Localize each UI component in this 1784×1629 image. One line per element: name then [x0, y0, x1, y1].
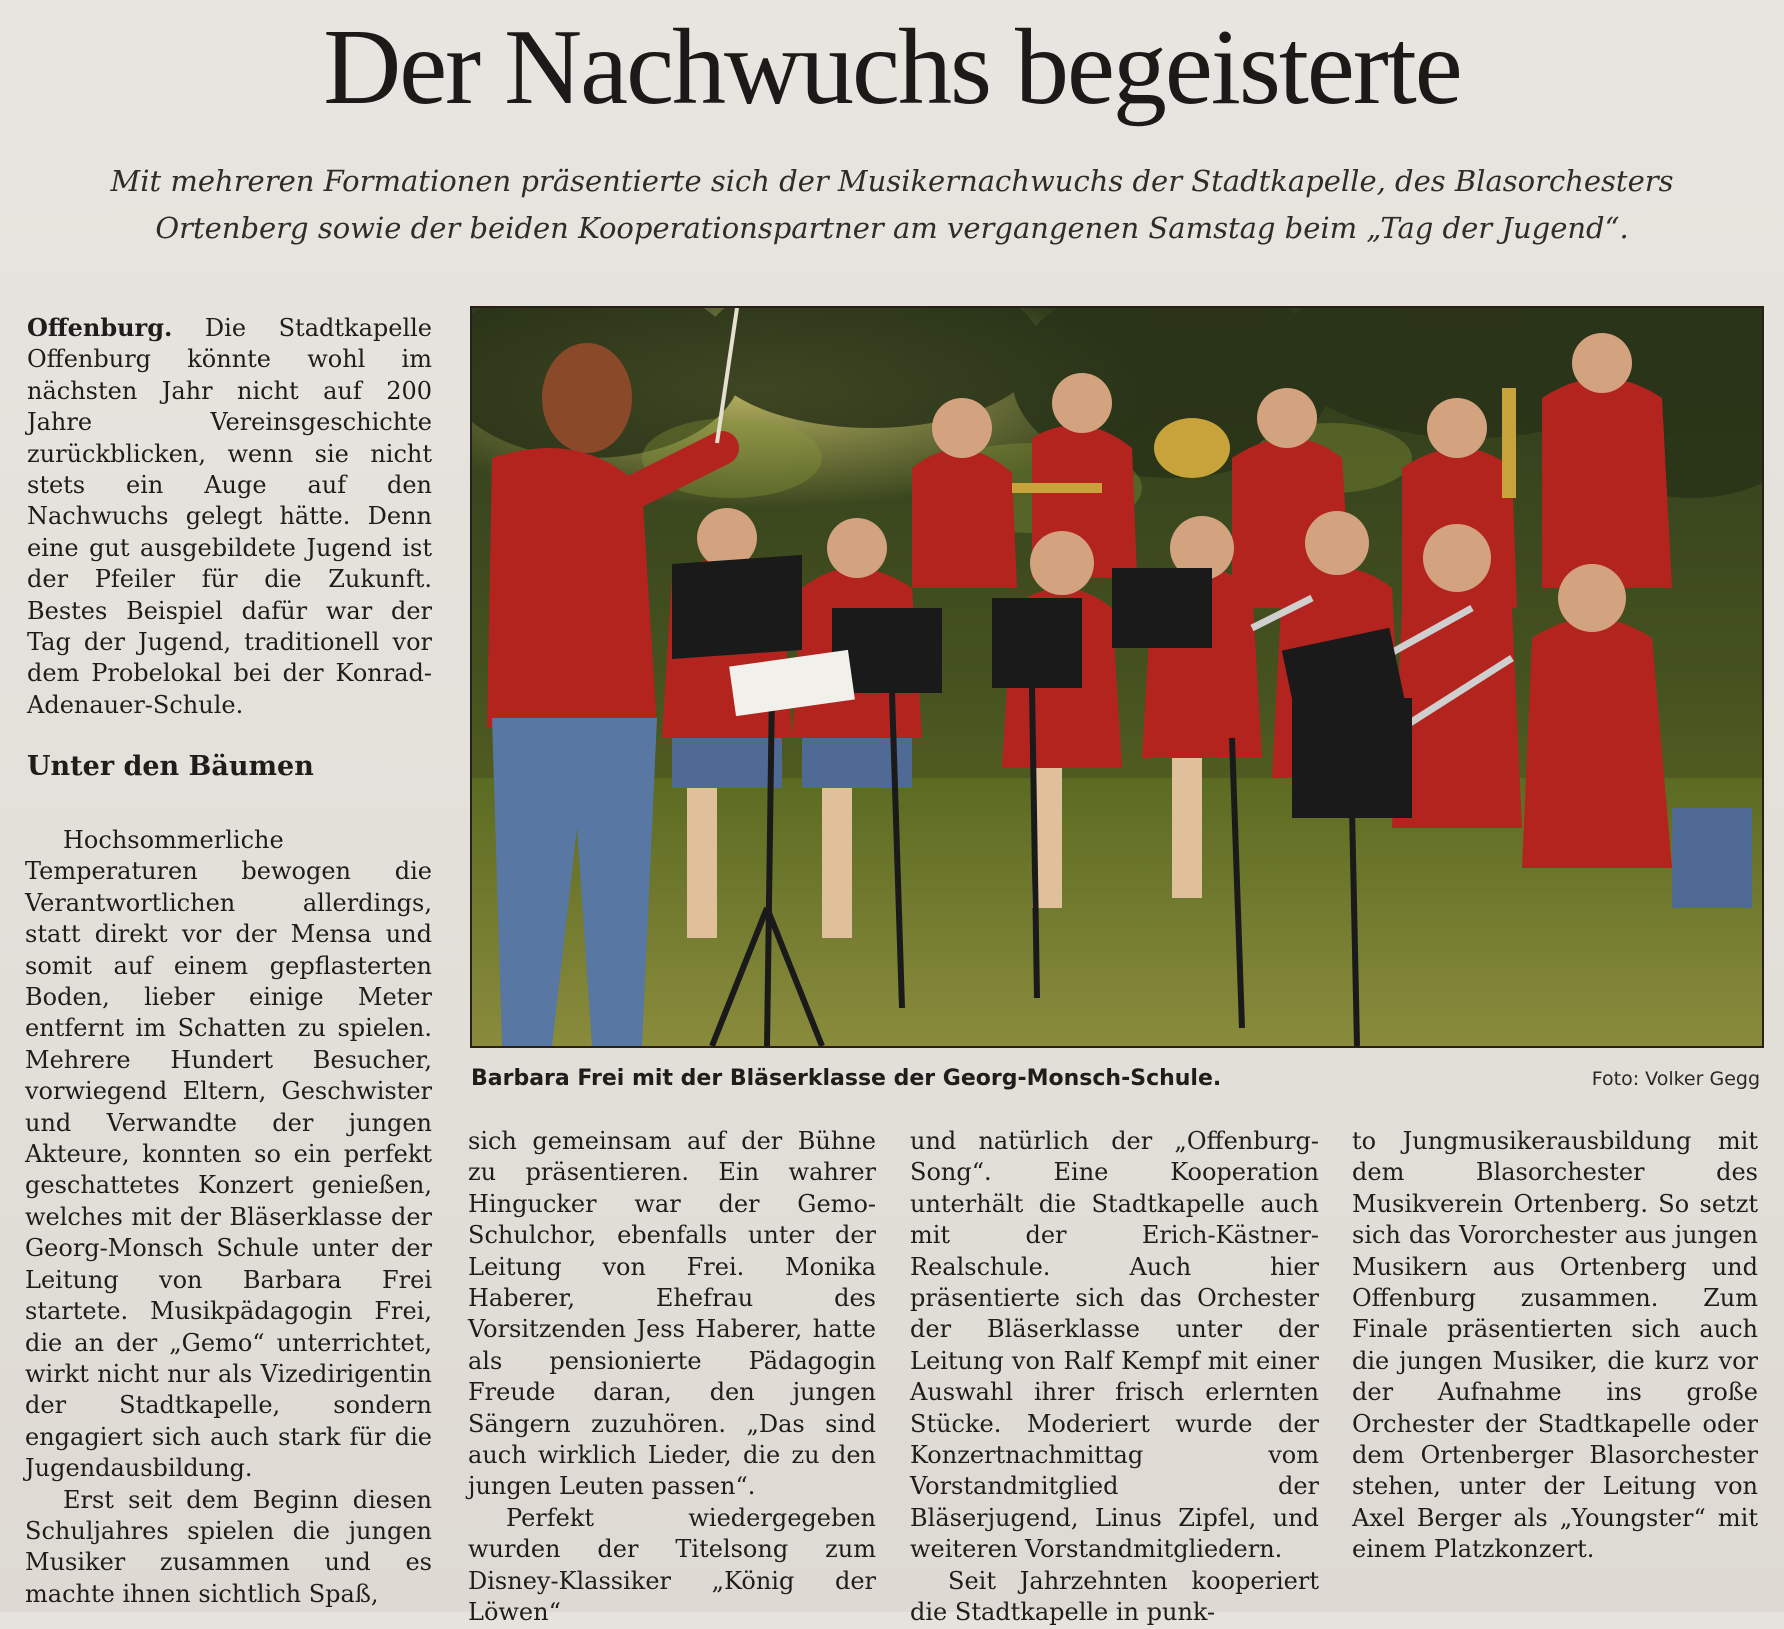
article-column-4	[1352, 1126, 1758, 1566]
article-column-2	[468, 1126, 876, 1629]
article-paragraph: Seit Jahrzehnten kooperiert die Stadtkapelle in punk-	[910, 1566, 1319, 1627]
article-headline: Der Nachwuchs begeisterte	[323, 8, 1461, 127]
article-intro-text: Die Stadtkapelle Offenburg könnte wohl im nächsten Jahr nicht auf 200 Jahre Vereinsgeschichte zurückblicken, wenn sie nicht stets ein Auge auf den Nachwuchs gelegt hätte. Denn eine gut ausgebildete Jugend ist der Pfeiler für die Zukunft. Bestes Beispiel dafür war der Tag der Jugend, traditionell vor dem Probelokal bei der Konrad-Adenauer-Schule.	[27, 314, 432, 719]
article-column-3	[910, 1126, 1319, 1629]
article-photo	[470, 306, 1764, 1048]
article-paragraph: Hochsommerliche Temperaturen bewogen die Verantwortlichen allerdings, statt direkt vor der Mensa und somit auf einem gepflasterten Boden, lieber einige Meter entfernt im Schatten zu spielen. Mehrere Hundert Besucher, vorwiegend Eltern, Geschwister und Verwandte der jungen Akteure, konnten so ein perfekt geschattetes Konzert genießen, welches mit der Bläserklasse der Georg-Monsch Schule unter der Leitung von Barbara Frei startete. Musikpädagogin Frei, die an der „Gemo“ unterrichtet, wirkt nicht nur als Vizedirigentin der Stadtkapelle, sondern engagiert sich auch stark für die Jugendausbildung.	[25, 826, 432, 1483]
article-paragraph: sich gemeinsam auf der Bühne zu präsentieren. Ein wahrer Hingucker war der Gemo-Schulchor, ebenfalls unter der Leitung von Frei. Monika Haberer, Ehefrau des Vorsitzenden Jess Haberer, hatte als pensionierte Pädagogin Freude daran, den jungen Sängern zuzuhören. „Das sind auch wirklich Lieder, die zu den jungen Leuten passen“.	[468, 1127, 876, 1501]
photo-caption: Barbara Frei mit der Bläserklasse der Georg-Monsch-Schule.	[471, 1066, 1222, 1091]
article-subheadline	[30, 158, 1754, 252]
article-paragraph: Perfekt wiedergegeben wurden der Titelsong zum Disney-Klassiker „König der Löwen“	[468, 1503, 876, 1627]
subheadline-line-2: Ortenberg sowie der beiden Kooperationspartner am vergangenen Samstag beim „Tag der Jugend“.	[155, 211, 1629, 245]
subheadline-line-1: Mit mehreren Formationen präsentierte sich der Musikernachwuchs der Stadtkapelle, des Blasorchesters	[110, 164, 1674, 198]
photo-band-concert	[472, 308, 1762, 1046]
article-paragraph: und natürlich der „Offenburg-Song“. Eine Kooperation unterhält die Stadtkapelle auch mit der Erich-Kästner-Realschule. Auch hier präsentierte sich das Orchester der Bläserklasse unter der Leitung von Ralf Kempf mit einer Auswahl ihrer frisch erlernten Stücke. Moderiert wurde der Konzertnachmittag vom Vorstandmitglied der Bläserjugend, Linus Zipfel, und weiteren Vorstandmitgliedern.	[910, 1127, 1319, 1564]
article-dateline: Offenburg.	[27, 313, 173, 342]
section-heading: Unter den Bäumen	[27, 751, 314, 782]
article-paragraph: to Jungmusikerausbildung mit dem Blasorchester des Musikverein Ortenberg. So setzt sich das Vororchester aus jungen Musikern aus Ortenberg und Offenburg zusammen. Zum Finale präsentierten sich auch die jungen Musiker, die kurz vor der Aufnahme ins große Orchester der Stadtkapelle oder dem Ortenberger Blasorchester stehen, unter der Leitung von Axel Berger als „Youngster“ mit einem Platzkonzert.	[1352, 1127, 1758, 1564]
photo-credit: Foto: Volker Gegg	[1591, 1068, 1760, 1090]
article-column-1	[25, 825, 432, 1610]
article-paragraph: Erst seit dem Beginn diesen Schuljahres spielen die jungen Musiker zusammen und es machte ihnen sichtlich Spaß,	[25, 1485, 432, 1608]
article-column-1-intro	[27, 312, 432, 721]
